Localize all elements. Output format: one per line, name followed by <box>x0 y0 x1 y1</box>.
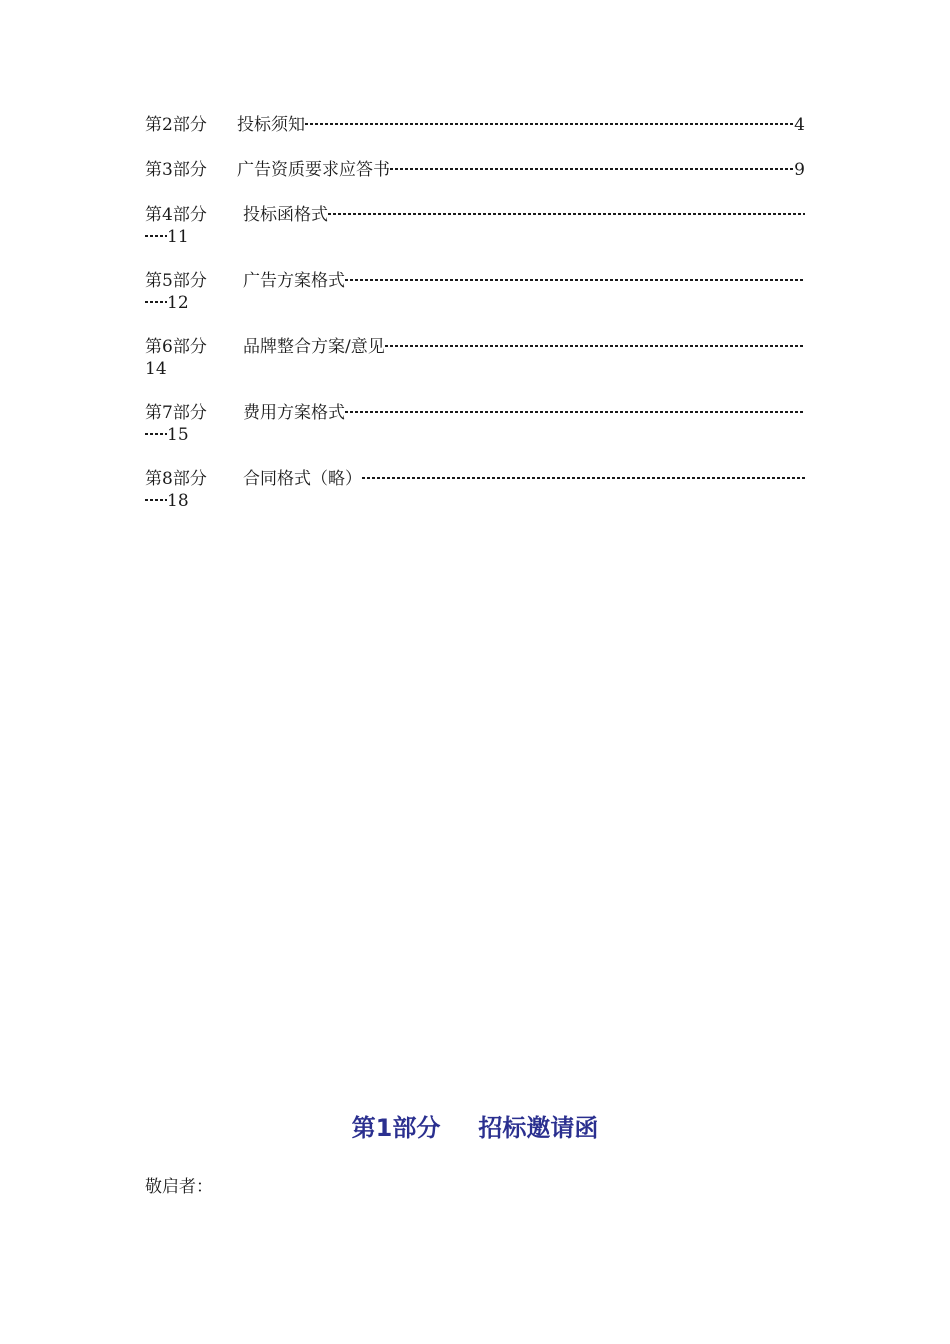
toc-leader <box>385 338 805 352</box>
section-heading <box>0 1108 950 1143</box>
toc-leader <box>145 228 167 242</box>
toc-entry-part-3[interactable] <box>145 159 805 181</box>
toc-part-number: 第7部分 <box>145 403 207 423</box>
toc-part-number: 第4部分 <box>145 205 207 225</box>
toc-leader <box>345 404 805 418</box>
toc-part-number: 第6部分 <box>145 337 207 357</box>
toc-leader <box>145 492 167 506</box>
toc-entry-part-2[interactable] <box>145 114 805 136</box>
toc-part-number: 第8部分 <box>145 469 207 489</box>
toc-title: 合同格式（略） <box>243 469 362 489</box>
toc-title: 广告资质要求应答书 <box>237 160 390 180</box>
toc-part-number: 第3部分 <box>145 160 207 180</box>
toc-title: 投标函格式 <box>243 205 328 225</box>
toc-leader <box>145 294 167 308</box>
toc-title: 品牌整合方案/意见 <box>243 337 385 357</box>
toc-page-number: 11 <box>167 227 189 247</box>
toc-leader <box>328 206 805 220</box>
toc-leader <box>345 272 805 286</box>
toc-leader <box>145 426 167 440</box>
toc-leader <box>390 161 794 175</box>
toc-page-number: 18 <box>167 491 189 511</box>
section-title: 招标邀请函 <box>478 1114 599 1142</box>
toc-entry-part-8[interactable] <box>145 468 805 512</box>
toc-entry-part-5[interactable] <box>145 270 805 314</box>
toc-page-number: 12 <box>167 293 189 313</box>
toc-part-number: 第2部分 <box>145 115 207 135</box>
toc-leader <box>305 116 794 130</box>
toc-entry-part-4[interactable] <box>145 204 805 248</box>
toc-title: 投标须知 <box>237 115 305 135</box>
table-of-contents <box>145 114 805 534</box>
toc-page-number: 4 <box>794 115 805 135</box>
toc-title: 广告方案格式 <box>243 271 345 291</box>
section-part-number: 第1部分 <box>351 1114 441 1142</box>
toc-part-number: 第5部分 <box>145 271 207 291</box>
toc-entry-part-6[interactable] <box>145 336 805 380</box>
toc-leader <box>362 470 805 484</box>
toc-page-number: 14 <box>145 359 167 379</box>
toc-title: 费用方案格式 <box>243 403 345 423</box>
toc-page-number: 9 <box>794 160 805 180</box>
salutation: 敬启者： <box>145 1177 213 1197</box>
toc-entry-part-7[interactable] <box>145 402 805 446</box>
toc-page-number: 15 <box>167 425 189 445</box>
